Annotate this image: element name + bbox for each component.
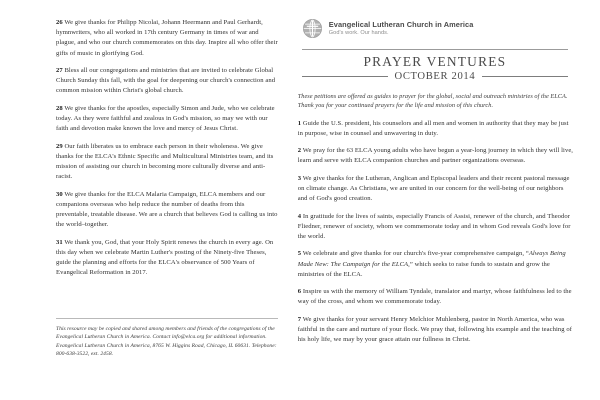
entry-text: In gratitude for the lives of saints, especially Francis of Assisi, renewer of the church, and Theodor Fliedner, renewer of society, whom we commemorate today and in whom God reveals God's love for the world. — [297, 212, 571, 240]
prayer-entry — [56, 190, 278, 231]
organization-name: Evangelical Lutheran Church in America — [328, 19, 474, 29]
entry-number: 31 — [56, 238, 63, 246]
campaign-title: Always Being Made New: The Campaign for the ELCA, — [297, 250, 566, 268]
prayer-entry — [298, 212, 574, 243]
prayer-entry — [298, 174, 574, 205]
organization-tagline: God's work. Our hands. — [328, 29, 389, 36]
entry-number: 2 — [297, 147, 302, 155]
left-column — [14, 18, 298, 390]
entry-text: We pray for the 63 ELCA young adults who have begun a year-long journey in which they will live, learn and serve with ELCA companion churches and partner organizations overseas. — [297, 147, 574, 165]
entry-text-continued: ” which seeks to raise funds to sustain and grow the ministries of the ELCA. — [297, 260, 550, 278]
entry-number: 4 — [297, 212, 302, 220]
entry-number: 28 — [56, 104, 63, 112]
prayer-entry — [56, 104, 278, 135]
entry-text: Bless all our congregations and ministries that are invited to celebrate Global Church Sunday this fall, with the goal for deepening our church's connection and common mission within Christ's global church. — [56, 67, 276, 95]
entry-number: 7 — [297, 315, 302, 323]
prayer-entry — [298, 146, 574, 166]
prayer-entry — [298, 119, 574, 139]
entry-text: We thank you, God, that your Holy Spirit renews the church in every age. On this day when we celebrate Martin Luther's posting of the Ninety-five Theses, guide the planning and efforts for the ELCA's observance of 500 Years of Evangelical Reformation in 2017. — [56, 238, 274, 277]
subtitle-rule-left — [302, 76, 388, 77]
footer-note: This resource may be copied and shared among members and friends of the congregations of the Evangelical Lutheran Church in America. Contact info@elca.org for additional information. Evangelical Lutheran Church in America, 8765 W. Higgins Road, Chicago, IL 60631. Telephone: 800-638-3522, ext. 2458. — [56, 326, 277, 358]
masthead-text — [329, 21, 474, 37]
title-block — [298, 49, 574, 83]
intro-text: These petitions are offered as guides to prayer for the global, social and outreach ministries of the ELCA. Thank you for your continued prayers for the life and mission of this church. — [297, 92, 568, 110]
entry-text: Inspire us with the memory of William Tyndale, translator and martyr, whose faithfulness led to the way of the cross, and whom we commemorate today. — [297, 288, 572, 306]
prayer-entry — [298, 249, 574, 280]
entry-text: We give thanks for the Lutheran, Anglican and Episcopal leaders and their recent pastoral message on climate change. As Christians, we are united in our concern for the well-being of our neighbors and of God's good creation. — [297, 174, 570, 203]
elca-globe-cross-icon — [302, 18, 323, 39]
masthead — [302, 18, 574, 39]
entry-text: Our faith liberates us to embrace each person in their wholeness. We give thanks for the ELCA's Ethnic Specific and Multicultural Ministries team, and its mission of assisting our church in becoming more culturally diverse and anti-racist. — [56, 142, 274, 181]
entry-number: 30 — [56, 190, 63, 198]
entry-text: Guide the U.S. president, his counselors and all men and women in authority that they may be just in purpose, wise in counsel and unwavering in duty. — [297, 119, 569, 137]
entry-number: 29 — [56, 142, 63, 150]
page-subtitle: OCTOBER 2014 — [394, 71, 476, 83]
entry-number: 5 — [297, 250, 302, 258]
prayer-entry — [56, 18, 278, 59]
prayer-entry — [56, 238, 278, 279]
right-column — [298, 18, 586, 390]
page-title: PRAYER VENTURES — [363, 54, 507, 69]
entry-text: We celebrate and give thanks for our church's five-year comprehensive campaign, “ — [302, 250, 529, 258]
entry-text: We give thanks for the ELCA Malaria Campaign, ELCA members and our companions overseas who help reduce the number of deaths from this preventable, treatable disease. We are a church that believes God is calling us into the world–together. — [56, 190, 278, 229]
prayer-entry — [298, 315, 574, 346]
entry-number: 6 — [297, 288, 302, 296]
subtitle-rule-right — [482, 76, 568, 77]
entry-number: 1 — [297, 119, 302, 127]
entry-number: 26 — [56, 19, 63, 26]
entry-text: We give thanks for the apostles, especially Simon and Jude, who we celebrate today. As they were faithful and zealous in God's mission, so may we with our faith and devotion make known the love and mercy of Jesus Christ. — [56, 104, 275, 133]
title-divider-top — [302, 49, 568, 50]
entry-text: We give thanks for your servant Henry Melchior Muhlenberg, pastor in North America, who was faithful in the care and nurture of your flock. We pray that, following his example and the teaching of his holy life, we may by your grace attain our fullness in Christ. — [297, 315, 572, 344]
subtitle-row — [302, 71, 568, 83]
entry-number: 27 — [56, 67, 63, 74]
entry-text: We give thanks for Philipp Nicolai, Johann Heermann and Paul Gerhardt, hymnwriters, who all worked in 17th century Germany in times of war and plague, and who our church commemorates on this day. Inspire all who offer their gifts of music in glorifying God. — [56, 19, 278, 57]
entry-number: 3 — [297, 174, 302, 182]
footer-block — [56, 318, 278, 359]
prayer-entry — [298, 287, 574, 307]
prayer-entry — [56, 142, 278, 183]
footer-divider — [56, 318, 278, 319]
prayer-entry — [56, 66, 278, 97]
